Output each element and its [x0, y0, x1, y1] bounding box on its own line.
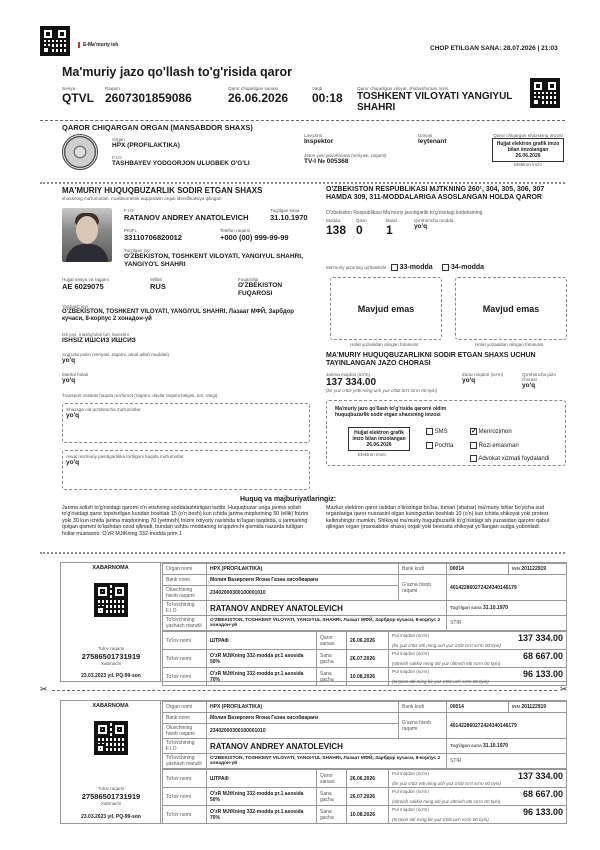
rank-label: Unvoni [418, 133, 433, 138]
series-value: QTVL [62, 91, 94, 105]
official-stamp-footer: Elektron imzo [514, 162, 542, 167]
official-stamp-date: 26.06.2026 [515, 153, 541, 159]
payer-label: To'lovchining F.I.O [163, 739, 207, 754]
receipt-qr-code [94, 721, 128, 755]
pay-amount: 68 667.00 [522, 651, 563, 661]
penalty-fine [326, 372, 437, 393]
address-value: O'ZBEKISTON, TOSHKENT VILOYATI, YANGIYUL SHAHRI, Лазаат МФЙ, Зарбдор кучаси, 8-корпус 2 хонадон-уй [62, 309, 294, 322]
birthplace-value: O'ZBEKISTON, TOSHKENT VILOYATI, YANGIYUL SHAHRI, YANGIYO'L SHAHRI [124, 253, 303, 268]
rights-right-text: Mazkur elektron qaror ustidan o'tirozingiz bo'lsa, tuman (shahar) ma'muriy ishlar bo'yicha sud organlariga qaror nusxasini olgan kuningizdan boshlab 10 (o'n) kun ichida shikoyat yoki protest keltirishingiz mumkin. Shikoyat ma'muriy huquqbuzarlik to'g'risidagi ish yuzasidan qarorni qabul qilingan organ (mansabdor shaxs) orqali yoki bevosita shikoyat yo'llangan sudga yuboriladi. [326, 505, 549, 531]
pay-number: 27586501731919 [81, 652, 141, 661]
payer-dob-label: Tug'ilgan sana [450, 743, 482, 748]
organ-value: HPX (PROFILAKTIKA) [207, 564, 399, 575]
pay-date-label: Sana gacha [317, 650, 347, 668]
delivery-option-lawyer[interactable] [470, 455, 549, 462]
pay-date-label: Sana gacha [317, 668, 347, 686]
offender-doc [62, 277, 109, 291]
offense-extra [414, 218, 453, 230]
time-value: 00:18 [312, 91, 343, 105]
inn-label: INN [512, 704, 520, 709]
account-value: 23402000300100001010 [207, 586, 399, 601]
organ-value: HPX (PROFILAKTIKA) [112, 142, 180, 149]
series-label: Seriya [62, 86, 76, 91]
payer-value: RATANOV ANDREY ANATOLEVICH [207, 739, 447, 754]
bank-label: Bank nomi [163, 575, 207, 586]
official-signature [492, 133, 564, 167]
citizen-value: O'ZBEKISTON FUQAROSI [238, 282, 283, 297]
table-row [163, 739, 567, 754]
fine-words: (bir yuz o'ttiz yetti ming uch yuz o'ttiz to'rt so'm 00 tiyin) [326, 388, 438, 393]
fine-label: Jarima miqdori (so'm) [326, 372, 371, 377]
work-label: Ish joyi, mashg'uloti turi, lavozimi [62, 332, 129, 337]
bankcode-value: 00014 [447, 702, 509, 713]
photo1-text: Mavjud emas [357, 303, 415, 314]
rights-title: Huquq va majburiyatlaringiz: [240, 496, 337, 503]
part-label: Qism [356, 218, 367, 223]
place-label: Qaror chiqarilgan viloyat, shahar/tuman nomi [357, 86, 449, 91]
official-fio [112, 155, 250, 167]
bank-value: Молия Вазирлиги Ягона Газна хисобварағи [207, 713, 399, 724]
gazna-value: 401422860272424340146179 [447, 713, 567, 739]
pay-type-label: To'lov nomi [163, 806, 207, 824]
print-date-value: 28.07.2026 | 21:03 [503, 45, 558, 52]
offender-fio-value: RATANOV ANDREY ANATOLEVICH [124, 213, 249, 222]
penalty-stamp-text: Hujjat elektron grafik imzo bilan imzolangan [352, 430, 406, 442]
photo1-caption: Holat yuzasidan olingan fotosurat [350, 342, 418, 347]
header-qr-code [40, 26, 70, 56]
penalty-extra-value: yo'q [522, 382, 536, 389]
stir-label: STIR [447, 754, 567, 769]
witness-value: yo'q [66, 412, 80, 419]
point-value: 1 [386, 223, 393, 237]
insurance-value: yo'q [62, 357, 76, 364]
delivery-option-post[interactable] [426, 442, 453, 449]
gazna-label: G'azna hisob raqami [399, 713, 447, 739]
account-value: 23402000300100001010 [207, 724, 399, 739]
offense-article [326, 218, 346, 237]
sms-label: SMS [434, 429, 448, 436]
nation-label: Millati [150, 277, 162, 282]
official-position [304, 133, 333, 145]
address-label: Yashash joyi [62, 304, 88, 309]
prev-label: Avval ma'muriy javobgarlikka tortilgani haqida ma'lumotlar [66, 454, 184, 459]
receipt-caption: Xabinachi [100, 661, 122, 666]
delivery-option-disagree[interactable] [470, 442, 519, 449]
offender-address [62, 304, 310, 323]
ack-label: Ma'muriy jazo qo'llash to'g'risida qarorni oldim huquqbuzarlik sodir etgan shaxsning imzosi [335, 406, 447, 418]
witness-label: Shaxsga oid qo'shimcha ma'lumotlar [66, 407, 141, 412]
table-row [163, 754, 567, 769]
dob-label: Tug'ilgan sana [270, 208, 300, 213]
logo: E-Ma'muriy ish [78, 42, 118, 48]
cut-line [52, 690, 557, 691]
pay-type: O'zR MJtKning 332-modda pr.1 asosida 50% [207, 788, 317, 806]
table-row [163, 616, 567, 631]
offense-sub: O'zbekiston Respublikasi Ma'muriy javobgarlik to'g'risidagi kodeksining [326, 210, 483, 216]
table-row [163, 702, 567, 713]
damage-label: Zarar miqdori (so'm) [462, 372, 504, 377]
offender-birthplace [124, 248, 304, 268]
payer-dob-label: Tug'ilgan sana [450, 605, 482, 610]
receipt-1 [60, 562, 567, 682]
receipt-footer: 23.03.2023 yil, PQ-99-son [81, 814, 141, 820]
pay-date-label: Qaror sanasi [317, 632, 347, 650]
bankcode-label: Bank kodi [399, 702, 447, 713]
pay-amount-label: Pul miqdori (so'm) [392, 789, 429, 794]
pay-amount-label: Pul miqdori (so'm) [392, 807, 429, 812]
pay-type-label: To'lov nomi [163, 788, 207, 806]
stir-label: STIR [447, 616, 567, 631]
date-value: 26.06.2026 [228, 91, 289, 105]
birthplace-label: Tug'ilgan joyi [124, 248, 151, 253]
divider [40, 552, 565, 554]
payer-label: To'lovchining F.I.O [163, 601, 207, 616]
offender-section-title: MA'MURIY HUQUQBUZARLIK SODIR ETGAN SHAXS [62, 186, 263, 195]
pay-amount-label: Pul miqdori (so'm) [392, 651, 429, 656]
receipt-table [162, 563, 567, 631]
pinfl-label: PINFL [124, 228, 138, 233]
scissors-icon: ✂ [560, 684, 568, 694]
official-section-title: QAROR CHIQARGAN ORGAN (MANSABDOR SHAXS) [62, 123, 253, 132]
part-value: 0 [356, 223, 363, 237]
offender-fio-label: F.I.O [124, 208, 134, 213]
fine-value: 137 334.00 [326, 377, 377, 388]
divider [40, 120, 565, 121]
inn-value: 201122919 [521, 566, 547, 572]
offender-insurance [62, 352, 169, 364]
pay-amount-words: (to'qson olti ming bir yuz o'ttiz uch so'm 00 tiyin) [392, 679, 489, 684]
badge-label: Jeton yoki guvohnoma (seriyasi, raqami) [304, 153, 387, 158]
pay-type-label: To'lov nomi [163, 650, 207, 668]
photo2-caption: Holat yuzasidan olingan fotosurat [475, 342, 543, 347]
work-value: ISHSIZ ИШСИЗ ИШСИЗ [62, 337, 136, 344]
receipt-left-panel [61, 701, 161, 823]
table-row [163, 806, 567, 824]
official-stamp-text: Hujjat elektron grafik imzo bilan imzolangan [496, 141, 560, 153]
delivery-option-agree[interactable] [470, 428, 512, 435]
official-fio-label: F.I.O [112, 155, 122, 160]
offense-extra-label: Qo'shimcha modda [414, 218, 454, 223]
table-row [163, 650, 567, 668]
doc-value: AE 6029075 [62, 282, 104, 291]
penalty-section-title: MA'MURIY HUQUQBUZARLIKNI SODIR ETGAN SHAXS UCHUN TAYINLANGAN JAZO CHORASI [326, 352, 536, 367]
nation-value: RUS [150, 282, 166, 291]
pay-date: 26.07.2026 [347, 650, 389, 668]
offender-pinfl [124, 228, 182, 242]
date-label: Qaror chiqarilgan sanasi [228, 86, 278, 91]
payer-addr-value: O'ZBEKISTON, TOSHKENT VILOYATI, YANGIYUL SHAHRI, Лазаат МФЙ, Зарбдор кучаси, 8-корпус 2 хонадон-уй [207, 754, 447, 769]
offender-marital [62, 372, 88, 384]
decision-series [62, 86, 94, 105]
opt33-label: 33-modda [399, 264, 433, 272]
gazna-label: G'azna hisob raqami [399, 575, 447, 601]
payer-value: RATANOV ANDREY ANATOLEVICH [207, 601, 447, 616]
offender-phone [220, 228, 289, 242]
pay-date-label: Sana gacha [317, 788, 347, 806]
disagree-checkbox[interactable] [470, 442, 477, 449]
rank-value: leytenant [418, 138, 447, 145]
prev-value: yo'q [66, 459, 80, 466]
pay-amount-words: (to'qson olti ming bir yuz o'ttiz uch so'm 00 tiyin) [392, 817, 489, 822]
official-fio-value: TASHBAYEV YODGORJON ULUGBEK O'G'LI [112, 160, 250, 167]
offense-section-title: O'ZBEKISTON RESPUBLIKASI MJTKNING 260¹, 304, 305, 306, 307 HAMDA 309, 311-MODDALARIGA ASOSLANGAN HOLDA QAROR [326, 186, 545, 201]
penalty-extra-label: Qo'shimcha jazo chorasi [522, 372, 556, 382]
decision-number [105, 86, 192, 105]
pay-date-label: Sana gacha [317, 806, 347, 824]
pay-type: ШТРАФ [207, 770, 317, 788]
offense-part [356, 218, 367, 237]
pay-date: 26.06.2026 [347, 770, 389, 788]
pay-type: O'zR MJtKning 332-modda pr.1 asosida 50% [207, 650, 317, 668]
offender-dob [270, 208, 308, 222]
payer-dob-value: 31.10.1970 [483, 743, 509, 749]
marital-label: Marital holati [62, 372, 89, 377]
decision-time [312, 86, 343, 105]
receipt-payments [162, 631, 567, 686]
time-label: Vaqti [312, 86, 323, 91]
offense-extra-value: yo'q [414, 223, 428, 230]
official-rank [418, 133, 447, 145]
phone-label: Telefon raqami [220, 228, 251, 233]
disagree-label: Rozi emasman [478, 443, 519, 450]
decision-place [357, 86, 517, 113]
decision-qr-code [530, 78, 560, 108]
penalty-stamp-footer: Elektron imzo [358, 452, 386, 457]
pay-number-label: Tulov raqami [97, 786, 125, 791]
receipt-table [162, 701, 567, 769]
opt34-label: 34-modda [450, 264, 485, 272]
delivery-option-sms[interactable] [426, 428, 448, 435]
phone-value: +000 (00) 999-99-99 [220, 233, 289, 242]
doc-label: Hujjat seriya va raqami [62, 277, 109, 282]
position-value: Inspektor [304, 138, 334, 145]
bank-label: Bank nomi [163, 713, 207, 724]
table-row [163, 632, 567, 650]
table-row [163, 564, 567, 575]
dob-value: 31.10.1970 [270, 213, 308, 222]
marital-value: yo'q [62, 377, 76, 384]
bankcode-value: 00014 [447, 564, 509, 575]
offender-section-sub: shaxsning ma'lumotlari, multibiometrik taqqoslash orqali identifikatsiya qilingan [62, 196, 222, 201]
pay-amount: 137 334.00 [517, 771, 563, 781]
inn-label: INN [512, 566, 520, 571]
number-value: 2607301859086 [105, 91, 192, 105]
lawyer-label: Advokat xizmati foydalandi [478, 456, 550, 463]
payer-dob-value: 31.10.1970 [483, 605, 509, 611]
photo2-box [455, 277, 567, 340]
citizen-label: Fuqaroligi [238, 277, 259, 282]
receipt-2 [60, 700, 567, 824]
print-date-label: CHOP ETILGAN SANA: [430, 45, 502, 52]
pay-amount: 68 667.00 [522, 789, 563, 799]
agree-checkbox[interactable]: ✓ [471, 428, 477, 435]
insurance-label: Sug'urta polisi (seriyasi, raqami, amal qilish muddati) [62, 352, 170, 357]
opt33-checkbox[interactable] [391, 264, 398, 271]
post-label: Pochta [434, 443, 454, 450]
table-row [163, 601, 567, 616]
receipt-payments [162, 769, 567, 824]
pay-type-label: To'lov nomi [163, 668, 207, 686]
pay-type: ШТРАФ [207, 632, 317, 650]
transport-label: Transport vositasi haqida ma'lumot (raqami, davlat raqami belgisi, turi, rangi) [62, 393, 218, 398]
decision-date [228, 86, 288, 105]
place-value: TOSHKENT VILOYATI YANGIYUL SHAHRI [357, 91, 513, 113]
receipt-left-panel [61, 563, 161, 681]
divider [40, 182, 565, 184]
organ-value: HPX (PROFILAKTIKA) [207, 702, 399, 713]
receipt-title: XABARNOMA [92, 703, 129, 709]
payer-addr-label: To'lovchining yashash manzili [163, 616, 207, 631]
scissors-icon: ✂ [40, 684, 48, 694]
bank-value: Молия Вазирлиги Ягона Газна хисобварағи [207, 575, 399, 586]
post-checkbox[interactable] [426, 442, 433, 449]
receipt-caption: Xabinachi [100, 801, 122, 806]
organ-label: Organ nomi [163, 564, 207, 575]
photo1-box [330, 277, 442, 340]
offender-work [62, 332, 136, 344]
gazna-value: 401422860272424340146179 [447, 575, 567, 601]
pay-amount-words: (oltmish sakkiz ming olti yuz oltmish etti so'm 00 tiyin) [392, 661, 501, 666]
offender-nation [150, 277, 166, 291]
table-row [163, 770, 567, 788]
penalty-e-signature-stamp [348, 427, 410, 451]
pay-type: O'zR MJtKning 332-modda pr.1 asosida 70% [207, 668, 317, 686]
account-label: Oluvchining hisob raqami [163, 724, 207, 739]
payer-addr-value: O'ZBEKISTON, TOSHKENT VILOYATI, YANGIYUL SHAHRI, Лазаат МФЙ, Зарбдор кучаси, 8-корпус 2 хонадон-уй [207, 616, 447, 631]
photo2-text: Mavjud emas [482, 303, 540, 314]
prev-box [62, 450, 310, 490]
pay-date-label: Qaror sanasi [317, 770, 347, 788]
penalty-damage [462, 372, 503, 384]
point-label: Band [386, 218, 397, 223]
official-sign-label: Qaror chiqargan shaxsning imzosi [493, 133, 563, 138]
damage-value: yo'q [462, 377, 476, 384]
official-organ [112, 137, 180, 149]
article-label: Modda [326, 218, 341, 223]
table-row [163, 575, 567, 586]
penalty-stamp-date: 26.06.2026 [366, 442, 392, 448]
apply-label: Ma'muriy jazoning qo'llanilishi [326, 265, 387, 271]
pay-number: 27586501731919 [81, 792, 141, 801]
pay-amount: 96 133.00 [522, 669, 563, 679]
table-row [163, 668, 567, 686]
penalty-extra [522, 372, 568, 389]
offense-point [386, 218, 397, 237]
page-title: Ma'muriy jazo qo'llash to'g'risida qaror [62, 65, 292, 79]
pay-type: O'zR MJtKning 332-modda pr.1 asosida 70% [207, 806, 317, 824]
table-row [163, 788, 567, 806]
pay-amount-words: (bir yuz o'ttiz etti ming uch yuz o'ttiz to'rt so'm 00 tiyin) [392, 643, 501, 648]
offender-photo [62, 208, 112, 262]
pay-type-label: To'lov nomi [163, 632, 207, 650]
organ-label: Organ [112, 137, 125, 142]
agree-label: Menrozimon [478, 429, 512, 436]
sms-checkbox[interactable] [426, 428, 433, 435]
inn-value: 201122919 [521, 704, 547, 710]
offender-citizen [238, 277, 308, 297]
pay-amount-label: Pul miqdori (so'm) [392, 669, 429, 674]
pay-amount-words: (oltmish sakkiz ming olti yuz oltmish etti so'm 00 tiyin) [392, 799, 501, 804]
pay-type-label: To'lov nomi [163, 770, 207, 788]
print-date [430, 45, 558, 52]
pay-date: 26.07.2026 [347, 788, 389, 806]
pinfl-value: 33110706820012 [124, 233, 182, 242]
witness-box [62, 403, 310, 443]
badge-value: TV-I № 005368 [304, 158, 349, 165]
receipt-qr-code [94, 583, 128, 617]
pay-amount-label: Pul miqdori (so'm) [392, 771, 429, 776]
apply-options [326, 264, 484, 271]
number-label: Raqam [105, 86, 120, 91]
table-row [163, 713, 567, 724]
lawyer-checkbox[interactable] [470, 455, 477, 462]
pay-amount-words: (bir yuz o'ttiz etti ming uch yuz o'ttiz to'rt so'm 00 tiyin) [392, 781, 501, 786]
official-badge [304, 153, 386, 165]
pay-date: 10.08.2026 [347, 668, 389, 686]
rights-left-text: Jarima solish to'g'risidagi qarorni o'n etishning soddalashtirilgan tartibi. Huquqbuzar unga jarima solish to'g'risidagi qaror topshirilgan kundan boshlab 15 (o'n besh) kun ichida jarima miqdorining 50 (ellik) foizini yoki 30 kun ichida jarima miqdorining 70 (yetmish) foizini ixtiyoriy ravishda to'lagan taqdirda, u jarimaning qolgan qismini to'lashdan ozod qilinadi, bundan ushbu moddaning to'qqizinchi qismida nazarda tutilgan hollar mustasno. O'zR MJtKning 332-modda prim 1 [62, 505, 309, 537]
pay-date: 26.06.2026 [347, 632, 389, 650]
ministry-seal [62, 134, 98, 170]
payer-addr-label: To'lovchining yashash manzili [163, 754, 207, 769]
opt34-checkbox[interactable] [442, 264, 449, 271]
pay-number-label: Tulov raqami [97, 646, 125, 651]
pay-amount-label: Pul miqdori (so'm) [392, 633, 429, 638]
receipt-footer: 23.03.2023 yil, PQ-99-son [81, 673, 141, 679]
official-e-signature-stamp [492, 138, 564, 162]
organ-label: Organ nomi [163, 702, 207, 713]
pay-amount: 96 133.00 [522, 807, 563, 817]
position-label: Lavozimi [304, 133, 323, 138]
pay-date: 10.08.2026 [347, 806, 389, 824]
offender-fio [124, 208, 249, 222]
pay-amount: 137 334.00 [517, 633, 563, 643]
bankcode-label: Bank kodi [399, 564, 447, 575]
article-value: 138 [326, 223, 347, 237]
account-label: Oluvchining hisob raqami [163, 586, 207, 601]
receipt-title: XABARNOMA [92, 565, 129, 571]
